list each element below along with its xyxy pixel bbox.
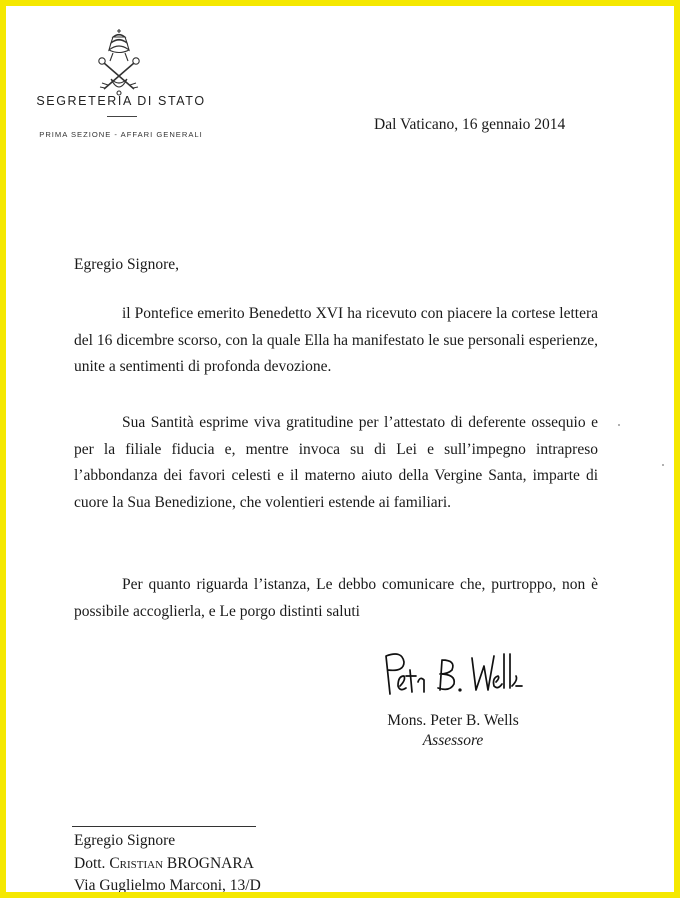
paper-speck	[662, 464, 664, 466]
office-name: SEGRETERIA DI STATO	[36, 94, 206, 108]
recipient-name	[74, 855, 254, 873]
body-paragraph-3: Per quanto riguarda l’istanza, Le debbo comunicare che, purtroppo, non è possibile accoglierla, e Le porgo distinti saluti	[74, 576, 598, 620]
recipient-last-name: BROGNARA	[166, 855, 254, 872]
date-line: Dal Vaticano, 16 gennaio 2014	[374, 116, 566, 133]
signer-name: Mons. Peter B. Wells	[387, 712, 519, 729]
recipient-prefix: Dott.	[74, 855, 106, 872]
papal-coat-of-arms-icon	[94, 27, 144, 99]
recipient-address: Via Guglielmo Marconi, 13/D	[74, 877, 261, 892]
salutation: Egregio Signore,	[74, 256, 180, 273]
body-paragraph-2: Sua Santità esprime viva gratitudine per l’attestato di deferente ossequio e per la filiale fiducia e, mentre invoca su di Lei e sull’impegno intrapreso l’abbondanza dei favori celesti e il materno aiuto della Vergine Santa, imparte di cuore la Sua Benedizione, che volentieri estende ai familiari.	[74, 414, 598, 511]
handwritten-signature	[376, 646, 526, 712]
recipient-salutation: Egregio Signore	[74, 832, 176, 849]
recipient-divider	[72, 826, 256, 827]
recipient-first-name: Cristian	[109, 855, 164, 872]
letterhead-divider	[107, 116, 137, 117]
letter-page	[6, 6, 674, 892]
signer-title: Assessore	[422, 732, 484, 749]
paper-speck	[618, 424, 620, 426]
office-section: PRIMA SEZIONE - AFFARI GENERALI	[39, 130, 203, 139]
body-paragraph-1: il Pontefice emerito Benedetto XVI ha ricevuto con piacere la cortese lettera del 16 dicembre scorso, con la quale Ella ha manifestato le sue personali esperienze, unite a sentimenti di profonda devozione.	[74, 305, 598, 375]
